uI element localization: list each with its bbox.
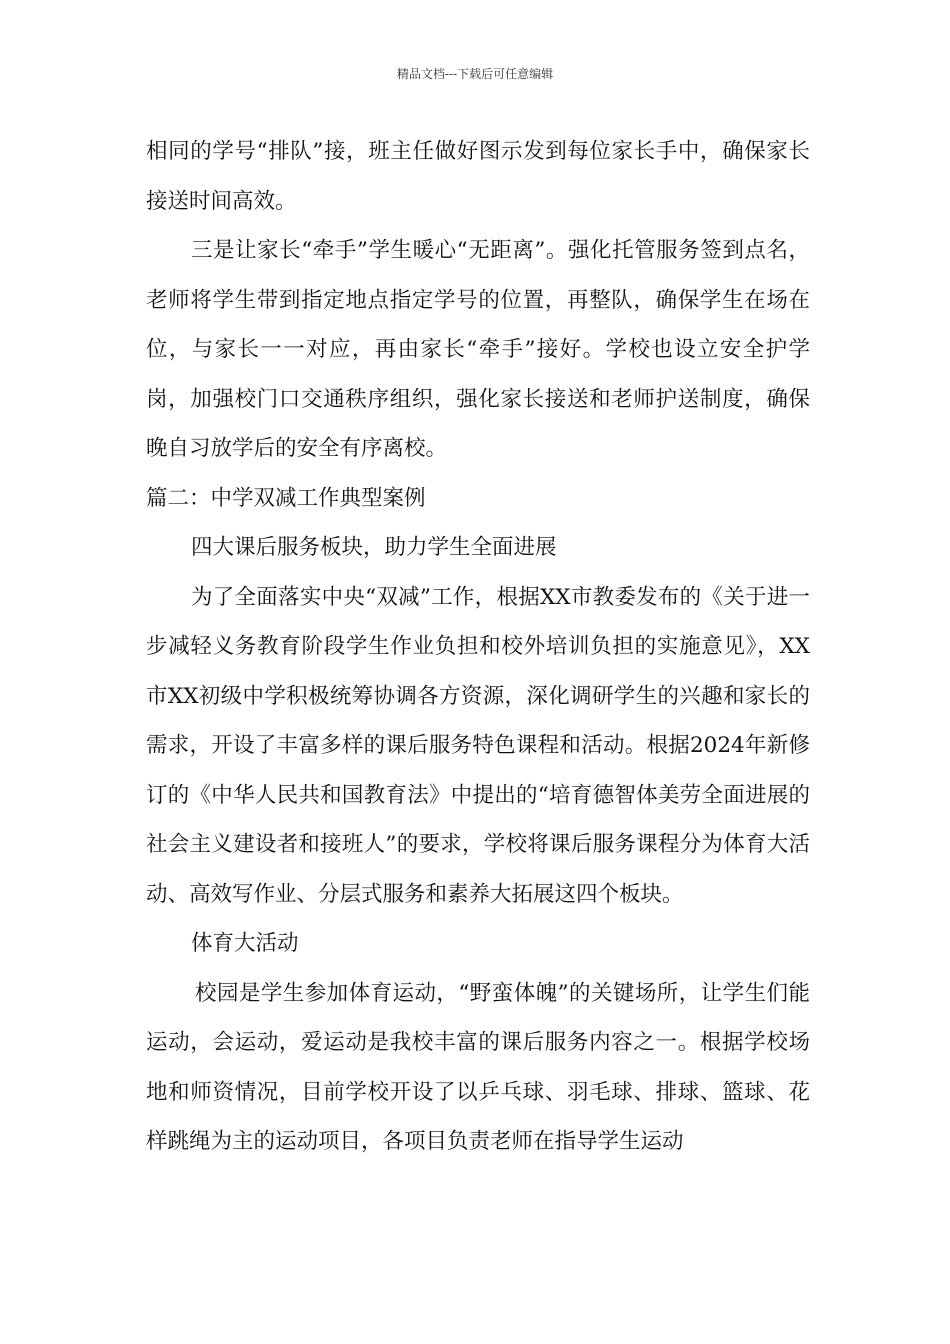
paragraph-parent-handoff: 三是让家长“牵手”学生暖心“无距离”。强化托管服务签到点名，老师将学生带到指定地点指定学号的位置，再整队，确保学生在场在位，与家长一一对应，再由家长“牵手”接好。学校也设立安全护学岗，加强校门口交通秩序组织，强化家长接送和老师护送制度，确保晚自习放学后的安全有序离校。 [146,238,810,461]
paragraph-sports: 校园是学生参加体育运动，“野蛮体魄”的关键场所，让学生们能运动，会运动，爱运动是我校丰富的课后服务内容之一。根据学校场地和师资情况，目前学校开设了以乒乓球、羽毛球、排球、篮球、花样跳绳为主的运动项目，各项目负责老师在指导学生运动 [146,980,810,1154]
paragraph-intro: 为了全面落实中央“双减”工作，根据XX市教委发布的《关于进一步减轻义务教育阶段学生作业负担和校外培训负担的实施意见》，XX市XX初级中学积极统筹协调各方资源，深化调研学生的兴趣和家长的需求，开设了丰富多样的课后服务特色课程和活动。根据2024年新修订的《中华人民共和国教育法》中提出的“培育德智体美劳全面进展的社会主义建设者和接班人”的要求，学校将课后服务课程分为体育大活动、高效写作业、分层式服务和素养大拓展这四个板块。 [146,584,810,907]
paragraph-continuation: 相同的学号“排队”接，班主任做好图示发到每位家长手中，确保家长接送时间高效。 [146,139,810,214]
section-heading: 篇二：中学双减工作典型案例 [146,485,426,511]
page-header: 精品文档---下载后可任意编辑 [396,67,554,81]
subheading-sports: 体育大活动 [191,931,299,956]
document-body [146,127,810,1167]
section-subtitle: 四大课后服务板块，助力学生全面进展 [191,535,557,560]
